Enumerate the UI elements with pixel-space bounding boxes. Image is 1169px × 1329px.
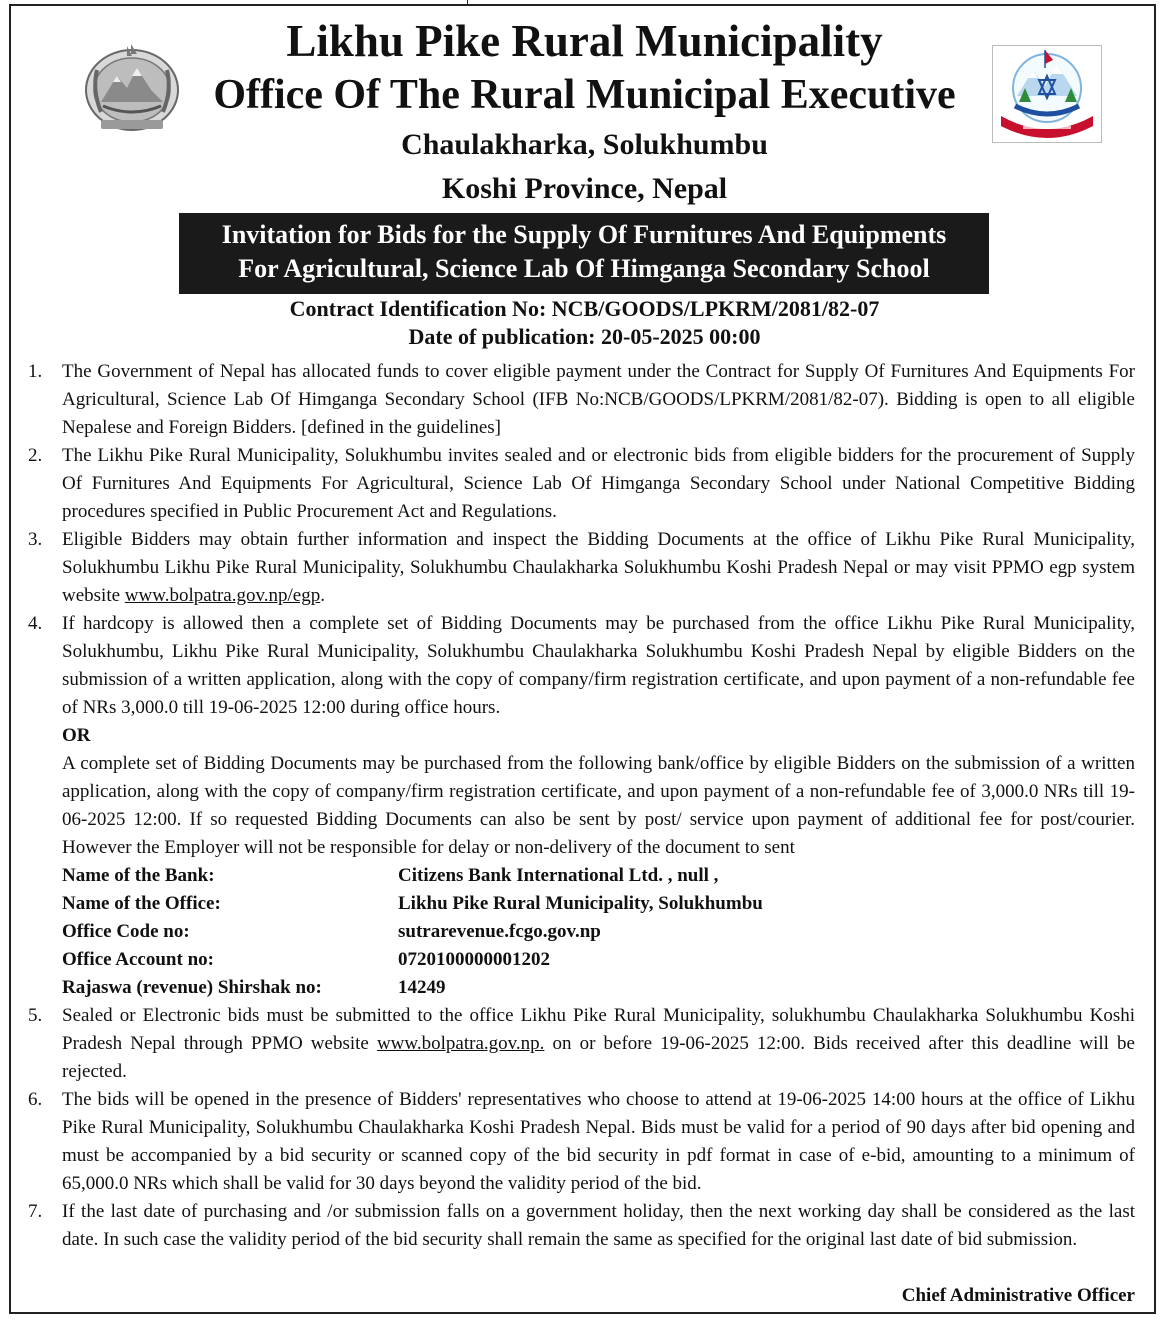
item-number: 2. [28, 445, 43, 466]
notice-banner [179, 213, 989, 294]
item-text: Eligible Bidders may obtain further information and inspect the Bidding Documents at the office of Likhu Pike Rural Municipality, Solukhumbu Likhu Pike Rural Municipality, Solukhumbu Chaulakharka Solukhumbu Koshi Pradesh Nepal or may visit PPMO egp system website [62, 529, 1135, 606]
item-number: 6. [28, 1089, 43, 1110]
revenue-shirshak-row [62, 974, 1135, 1002]
bolpatra-website-link[interactable]: www.bolpatra.gov.np. [376, 1033, 545, 1054]
office-title: Office Of The Rural Municipal Executive [213, 72, 956, 118]
item-text: The bids will be opened in the presence of Bidders' representatives who choose to attend at 19-06-2025 14:00 hours at the office of Likhu Pike Rural Municipality, Solukhumbu Chaulakharka Koshi Pradesh Nepal. Bids must be valid for a period of 90 days after bid opening and must be accompanied by a bid security or scanned copy of the bid security in pdf format in case of e-bid, amounting to a minimum of 65,000.0 NRs which shall be valid for 30 days beyond the validity period of the bid. [62, 1089, 1135, 1194]
detail-label: Name of the Bank: [62, 865, 215, 886]
item-text-end: on or before 19-06-2025 12:00. Bids received after this deadline will be rejected. [62, 1033, 1135, 1082]
detail-value: 14249 [398, 977, 446, 998]
signature-title: Chief Administrative Officer [901, 1285, 1135, 1306]
banner-line-2: For Agricultural, Science Lab Of Himganga Secondary School [238, 254, 930, 283]
detail-value: sutrarevenue.fcgo.gov.np [398, 921, 601, 942]
list-item [28, 1086, 1135, 1198]
item-number: 3. [28, 529, 43, 550]
list-item [28, 1002, 1135, 1086]
office-name-row [62, 890, 1135, 918]
item-number: 7. [28, 1201, 43, 1222]
detail-label: Rajaswa (revenue) Shirshak no: [62, 977, 322, 998]
office-account-row [62, 946, 1135, 974]
list-item [28, 610, 1135, 1002]
detail-label: Office Account no: [62, 949, 214, 970]
item-text: The Likhu Pike Rural Municipality, Solukhumbu invites sealed and or electronic bids from eligible bidders for the procurement of Supply Of Furnitures And Equipments For Agricultural, Science Lab Of Himganga Secondary School under National Competitive Bidding procedures specified in Public Procurement Act and Regulations. [62, 445, 1135, 522]
item-text: The Government of Nepal has allocated funds to cover eligible payment under the Contract for Supply Of Furnitures And Equipments For Agricultural, Science Lab Of Himganga Secondary School (IFB No:NCB/GOODS/LPKRM/2081/82-07). Bidding is open to all eligible Nepalese and Foreign Bidders. [defined in the guidelines] [62, 361, 1135, 438]
item-text-end: . [320, 585, 325, 606]
list-item [28, 1198, 1135, 1254]
item-number: 1. [28, 361, 43, 382]
item-text-alternative: A complete set of Bidding Documents may be purchased from the following bank/office by eligible Bidders on the submission of a written application, along with the copy of company/firm registration certificate, and upon payment of a non-refundable fee of 3,000.0 NRs till 19-06-2025 12:00. If so requested Bidding Documents can also be sent by post/ service upon payment of additional fee for post/courier. However the Employer will not be responsible for delay or non-delivery of the document to sent [62, 753, 1135, 858]
bank-name-row [62, 862, 1135, 890]
list-item [28, 358, 1135, 442]
item-text: If hardcopy is allowed then a complete set of Bidding Documents may be purchased from the office Likhu Pike Rural Municipality, Solukhumbu, Likhu Pike Rural Municipality, Solukhumbu Chaulakharka Solukhumbu Koshi Pradesh Nepal by eligible Bidders on the submission of a written application, along with the copy of company/firm registration certificate, and upon payment of a non-refundable fee of NRs 3,000.0 till 19-06-2025 12:00 during office hours. [62, 613, 1135, 718]
list-item [28, 526, 1135, 610]
list-item [28, 442, 1135, 526]
notice-body [28, 358, 1135, 1254]
detail-value: 0720100000001202 [398, 949, 550, 970]
contract-identification: Contract Identification No: NCB/GOODS/LPKRM/2081/82-07 [289, 296, 880, 321]
banner-line-1: Invitation for Bids for the Supply Of Furnitures And Equipments [221, 220, 947, 249]
detail-value: Likhu Pike Rural Municipality, Solukhumbu [398, 893, 763, 914]
publication-date: Date of publication: 20-05-2025 00:00 [408, 324, 761, 349]
item-number: 5. [28, 1005, 43, 1026]
item-text: If the last date of purchasing and /or submission falls on a government holiday, then the next working day shall be considered as the last date. In such case the validity period of the bid security shall remain the same as specified for the original last date of bid submission. [62, 1201, 1135, 1250]
item-text: Sealed or Electronic bids must be submitted to the office Likhu Pike Rural Municipality, solukhumbu Chaulakharka Solukhumbu Koshi Pradesh Nepal through PPMO website [62, 1005, 1135, 1054]
detail-label: Name of the Office: [62, 893, 221, 914]
item-number: 4. [28, 613, 43, 634]
office-code-row [62, 918, 1135, 946]
office-address: Chaulakharka, Solukhumbu [401, 128, 768, 161]
detail-label: Office Code no: [62, 921, 190, 942]
or-separator: OR [62, 725, 91, 746]
egp-website-link[interactable]: www.bolpatra.gov.np/egp [124, 585, 321, 606]
office-province: Koshi Province, Nepal [441, 172, 728, 205]
municipality-title: Likhu Pike Rural Municipality [286, 16, 883, 66]
detail-value: Citizens Bank International Ltd. , null , [398, 865, 719, 886]
